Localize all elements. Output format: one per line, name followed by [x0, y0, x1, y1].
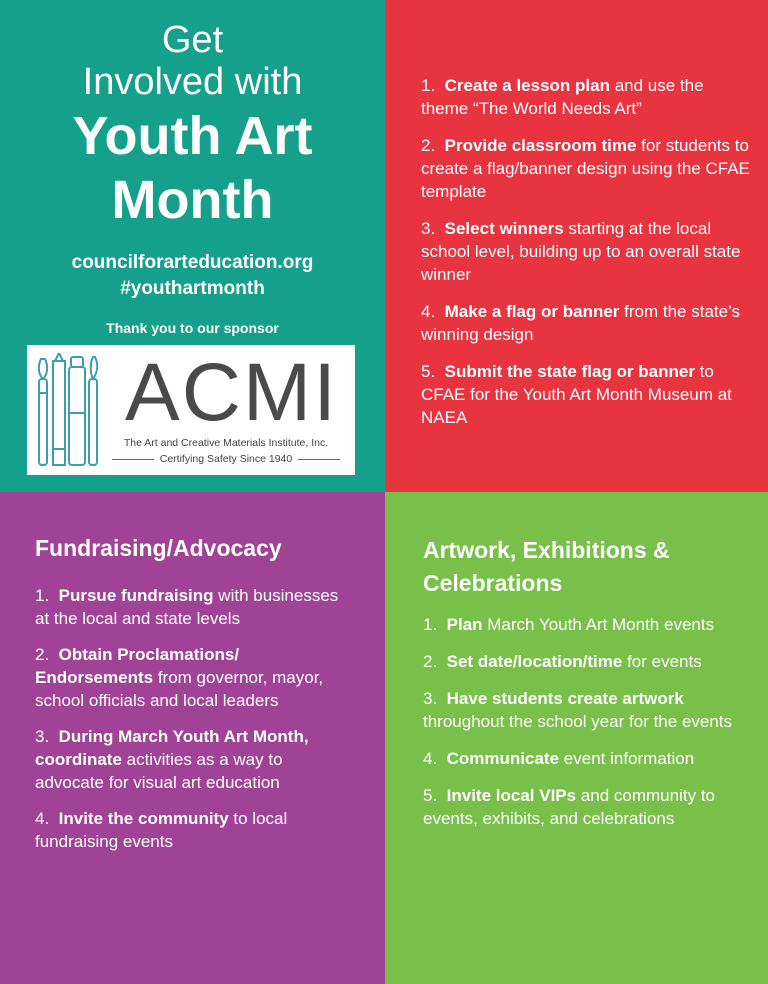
list-item: 4. Communicate event information [423, 749, 695, 768]
artwork-panel [385, 492, 768, 984]
fundraising-heading: Fundraising/Advocacy [35, 535, 282, 561]
sponsor-full-name: The Art and Creative Materials Institute, Inc. [123, 437, 329, 449]
list-item: 4. Invite the community to local fundraising events [35, 809, 288, 851]
list-item: 3. Select winners starting at the local school level, building up to an overall state winner [421, 219, 741, 284]
sponsor-thanks: Thank you to our sponsor [106, 320, 279, 336]
sponsor-tagline-row [97, 453, 355, 465]
steps-panel [385, 0, 768, 492]
hashtag: #youthartmonth [120, 278, 265, 299]
sponsor-logo [27, 345, 355, 475]
sponsor-name: ACMI [125, 347, 338, 438]
art-tools-icon [33, 353, 103, 469]
list-item: 2. Obtain Proclamations/ Endorsements from governor, mayor, school officials and local leaders [35, 645, 324, 710]
list-item: 3. Have students create artwork throughout the school year for the events [423, 689, 733, 731]
list-item: 1. Pursue fundraising with businesses at the local and state levels [35, 586, 339, 628]
website-link[interactable]: councilforarteducation.org [71, 252, 314, 273]
steps-list [421, 74, 751, 443]
hero-panel [0, 0, 385, 492]
hero-line-get: Get [161, 19, 224, 61]
divider [298, 459, 340, 460]
hero-title-month: Month [111, 170, 274, 230]
list-item: 1. Plan March Youth Art Month events [423, 615, 715, 634]
list-item: 2. Provide classroom time for students to create a flag/banner design using the CFAE template [421, 136, 750, 201]
hero-line-involved: Involved with [82, 61, 303, 103]
artwork-list [423, 613, 743, 844]
sponsor-tagline: Certifying Safety Since 1940 [159, 453, 293, 465]
list-item: 5. Invite local VIPs and community to events, exhibits, and celebrations [423, 786, 715, 828]
fundraising-list [35, 584, 350, 866]
list-item: 2. Set date/location/time for events [423, 652, 702, 671]
list-item: 4. Make a flag or banner from the state’s winning design [421, 302, 741, 344]
fundraising-panel [0, 492, 385, 984]
hero-title-youth-art: Youth Art [72, 106, 313, 166]
list-item: 1. Create a lesson plan and use the theme “The World Needs Art” [421, 76, 704, 118]
artwork-heading: Artwork, Exhibitions & Celebrations [423, 537, 670, 596]
list-item: 3. During March Youth Art Month, coordinate activities as a way to advocate for visual art education [35, 727, 309, 792]
list-item: 5. Submit the state flag or banner to CFAE for the Youth Art Month Museum at NAEA [421, 362, 732, 427]
divider [112, 459, 154, 460]
